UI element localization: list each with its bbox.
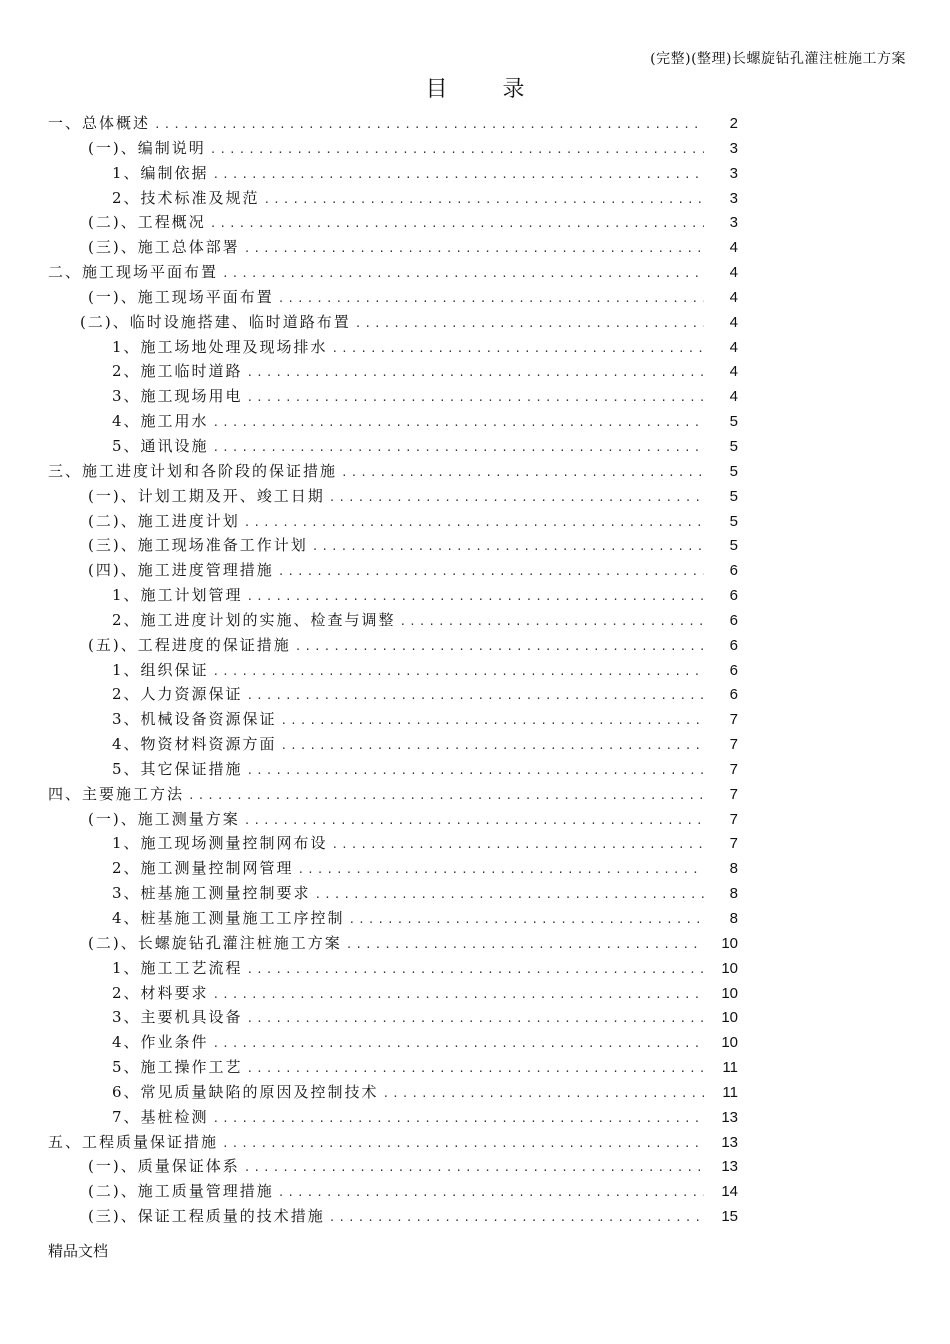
toc-leader-dots <box>244 814 704 827</box>
toc-entry-title: (四)、施工进度管理措施 <box>88 561 274 580</box>
toc-leader-dots <box>247 689 704 702</box>
toc-entry[interactable] <box>48 733 738 758</box>
toc-entry[interactable] <box>48 907 738 932</box>
toc-leader-dots <box>247 366 704 379</box>
toc-entry[interactable] <box>48 659 738 684</box>
toc-entry-title: 7、基桩检测 <box>112 1107 209 1126</box>
toc-entry[interactable] <box>48 236 738 261</box>
toc-entry-page: 6 <box>729 562 738 580</box>
toc-entry[interactable] <box>48 410 738 435</box>
toc-entry-page: 10 <box>721 984 738 1002</box>
toc-entry-page: 5 <box>729 537 738 555</box>
toc-entry[interactable] <box>48 112 738 137</box>
toc-entry-title: 1、施工计划管理 <box>112 586 243 605</box>
toc-entry-page: 5 <box>729 487 738 505</box>
toc-entry-title: 1、编制依据 <box>112 163 209 182</box>
toc-entry[interactable] <box>48 336 738 361</box>
toc-leader-dots <box>244 516 704 529</box>
toc-entry-title: (二)、长螺旋钻孔灌注桩施工方案 <box>88 933 342 952</box>
toc-entry-page: 5 <box>729 512 738 530</box>
toc-entry[interactable] <box>48 137 738 162</box>
toc-entry[interactable] <box>48 857 738 882</box>
toc-entry-title: 2、人力资源保证 <box>112 685 243 704</box>
toc-entry-title: (二)、施工进度计划 <box>88 511 240 530</box>
toc-leader-dots <box>329 1211 704 1224</box>
toc-entry-page: 10 <box>721 934 738 952</box>
toc-entry-page: 6 <box>729 587 738 605</box>
toc-entry-title: 3、桩基施工测量控制要求 <box>112 884 311 903</box>
toc-entry[interactable] <box>48 162 738 187</box>
toc-entry[interactable] <box>48 510 738 535</box>
toc-entry-page: 8 <box>729 860 738 878</box>
toc-entry[interactable] <box>48 211 738 236</box>
toc-entry-title: 2、施工进度计划的实施、检查与调整 <box>112 610 396 629</box>
toc-entry[interactable] <box>48 385 738 410</box>
toc-entry-page: 8 <box>729 885 738 903</box>
toc-entry-page: 4 <box>729 313 738 331</box>
toc-entry-title: 2、技术标准及规范 <box>112 188 260 207</box>
toc-entry-page: 6 <box>729 686 738 704</box>
toc-entry-page: 3 <box>729 189 738 207</box>
toc-entry-title: 4、作业条件 <box>112 1033 209 1052</box>
toc-entry-title: 6、常见质量缺陷的原因及控制技术 <box>112 1082 379 1101</box>
page-title: 目 录 <box>425 77 549 102</box>
toc-leader-dots <box>188 789 704 802</box>
toc-leader-dots <box>222 1137 704 1150</box>
toc-leader-dots <box>341 466 704 479</box>
toc-entry[interactable] <box>48 1155 738 1180</box>
toc-leader-dots <box>210 217 704 230</box>
toc-entry-title: 1、组织保证 <box>112 660 209 679</box>
toc-entry-page: 5 <box>729 413 738 431</box>
toc-leader-dots <box>278 565 704 578</box>
toc-entry-title: 1、施工工艺流程 <box>112 958 243 977</box>
toc-entry[interactable] <box>48 758 738 783</box>
toc-leader-dots <box>349 913 704 926</box>
toc-entry-page: 13 <box>721 1133 738 1151</box>
toc-entry-title: (五)、工程进度的保证措施 <box>88 635 291 654</box>
toc-entry-title: 3、主要机具设备 <box>112 1008 243 1027</box>
toc-leader-dots <box>264 193 704 206</box>
toc-leader-dots <box>247 1012 704 1025</box>
toc-leader-dots <box>213 168 704 181</box>
toc-entry-page: 3 <box>729 139 738 157</box>
toc-entry-title: 3、机械设备资源保证 <box>112 710 277 729</box>
toc-entry[interactable] <box>48 584 738 609</box>
toc-leader-dots <box>213 1037 704 1050</box>
toc-entry-page: 4 <box>729 388 738 406</box>
toc-entry-page: 11 <box>722 1083 738 1101</box>
toc-entry-title: 3、施工现场用电 <box>112 387 243 406</box>
toc-entry-page: 13 <box>721 1158 738 1176</box>
toc-entry[interactable] <box>48 808 738 833</box>
toc-entry-title: (一)、施工现场平面布置 <box>88 287 274 306</box>
toc-entry-page: 6 <box>729 636 738 654</box>
toc-leader-dots <box>346 938 704 951</box>
toc-entry[interactable] <box>48 1205 738 1230</box>
toc-entry-page: 10 <box>721 1009 738 1027</box>
toc-entry-title: (一)、计划工期及开、竣工日期 <box>88 486 325 505</box>
toc-entry[interactable] <box>48 311 738 336</box>
toc-leader-dots <box>329 491 704 504</box>
toc-leader-dots <box>298 863 704 876</box>
toc-entry-page: 15 <box>721 1208 738 1226</box>
toc-entry[interactable] <box>48 559 738 584</box>
toc-leader-dots <box>278 292 704 305</box>
toc-entry-page: 5 <box>729 437 738 455</box>
toc-entry[interactable] <box>48 460 738 485</box>
toc-entry-page: 3 <box>729 164 738 182</box>
toc-entry-page: 4 <box>729 363 738 381</box>
toc-entry-page: 10 <box>721 1034 738 1052</box>
toc-leader-dots <box>244 242 704 255</box>
toc-entry-title: 一、总体概述 <box>48 114 151 132</box>
toc-leader-dots <box>213 988 704 1001</box>
toc-entry-title: (一)、编制说明 <box>88 138 206 157</box>
toc-entry[interactable] <box>48 1131 738 1156</box>
toc-leader-dots <box>210 143 704 156</box>
toc-entry-title: (二)、临时设施搭建、临时道路布置 <box>80 312 351 331</box>
toc-leader-dots <box>247 391 704 404</box>
toc-entry-title: 三、施工进度计划和各阶段的保证措施 <box>48 461 338 480</box>
toc-leader-dots <box>247 963 704 976</box>
toc-entry-page: 4 <box>729 239 738 257</box>
toc-entry-page: 7 <box>729 736 738 754</box>
toc-leader-dots <box>315 888 704 901</box>
toc-entry-page: 4 <box>729 264 738 282</box>
toc-entry[interactable] <box>48 1106 738 1131</box>
toc-leader-dots <box>400 615 704 628</box>
toc-leader-dots <box>281 714 704 727</box>
toc-leader-dots <box>355 317 704 330</box>
toc-entry[interactable] <box>48 1180 738 1205</box>
toc-entry-title: 5、通讯设施 <box>112 436 209 455</box>
toc-entry-title: 5、其它保证措施 <box>112 759 243 778</box>
toc-entry-page: 4 <box>729 288 738 306</box>
toc-entry-title: (一)、质量保证体系 <box>88 1157 240 1176</box>
toc-leader-dots <box>213 1112 704 1125</box>
table-of-contents <box>48 112 738 1230</box>
toc-entry-page: 7 <box>729 711 738 729</box>
toc-entry-title: 1、施工场地处理及现场排水 <box>112 337 328 356</box>
toc-leader-dots <box>312 540 704 553</box>
toc-leader-dots <box>213 416 704 429</box>
toc-leader-dots <box>244 1161 704 1174</box>
toc-entry-page: 2 <box>729 115 738 132</box>
toc-entry-page: 6 <box>729 661 738 679</box>
toc-leader-dots <box>222 267 704 280</box>
toc-entry-page: 13 <box>721 1108 738 1126</box>
toc-entry-title: 4、桩基施工测量施工工序控制 <box>112 909 345 927</box>
toc-entry-title: 4、施工用水 <box>112 412 209 431</box>
toc-entry[interactable] <box>48 534 738 559</box>
toc-leader-dots <box>383 1087 704 1100</box>
toc-entry[interactable] <box>48 1056 738 1081</box>
toc-entry[interactable] <box>48 708 738 733</box>
toc-leader-dots <box>295 640 704 653</box>
toc-entry-title: 2、材料要求 <box>112 983 209 1002</box>
toc-entry[interactable] <box>48 957 738 982</box>
toc-entry-title: 2、施工临时道路 <box>112 362 243 381</box>
toc-leader-dots <box>281 739 704 752</box>
toc-entry-page: 5 <box>729 462 738 480</box>
toc-entry-page: 4 <box>729 338 738 356</box>
toc-entry-title: 二、施工现场平面布置 <box>48 263 219 282</box>
toc-entry-title: 1、施工现场测量控制网布设 <box>112 834 328 853</box>
toc-entry[interactable] <box>48 360 738 385</box>
toc-entry-page: 11 <box>722 1059 738 1077</box>
toc-entry-title: 2、施工测量控制网管理 <box>112 859 294 878</box>
toc-entry[interactable] <box>48 1081 738 1106</box>
toc-entry-page: 3 <box>729 214 738 232</box>
toc-leader-dots <box>332 838 704 851</box>
toc-leader-dots <box>247 590 704 603</box>
toc-entry[interactable] <box>48 1031 738 1056</box>
toc-entry-title: (二)、工程概况 <box>88 213 206 232</box>
toc-leader-dots <box>213 665 704 678</box>
toc-entry-title: 四、主要施工方法 <box>48 784 185 803</box>
toc-leader-dots <box>247 1062 704 1075</box>
toc-entry-page: 7 <box>729 760 738 778</box>
toc-leader-dots <box>154 118 704 131</box>
toc-entry[interactable] <box>48 609 738 634</box>
toc-leader-dots <box>213 441 704 454</box>
toc-entry[interactable] <box>48 1006 738 1031</box>
toc-entry[interactable] <box>48 932 738 957</box>
toc-entry[interactable] <box>48 187 738 212</box>
toc-entry[interactable] <box>48 261 738 286</box>
toc-entry[interactable] <box>48 832 738 857</box>
toc-entry[interactable] <box>48 683 738 708</box>
toc-entry-page: 14 <box>721 1183 738 1201</box>
toc-entry-page: 6 <box>729 611 738 629</box>
toc-entry-title: (三)、保证工程质量的技术措施 <box>88 1207 325 1226</box>
toc-entry-title: 5、施工操作工艺 <box>112 1058 243 1077</box>
toc-entry[interactable] <box>48 485 738 510</box>
toc-entry[interactable] <box>48 286 738 311</box>
page-footer: 精品文档 <box>48 1242 109 1260</box>
toc-leader-dots <box>278 1186 704 1199</box>
toc-entry-title: 五、工程质量保证措施 <box>48 1132 219 1151</box>
toc-entry[interactable] <box>48 634 738 659</box>
toc-entry-page: 8 <box>729 910 738 927</box>
toc-leader-dots <box>247 764 704 777</box>
toc-entry-page: 10 <box>721 959 738 977</box>
toc-entry-title: (二)、施工质量管理措施 <box>88 1182 274 1201</box>
toc-entry[interactable] <box>48 882 738 907</box>
toc-entry-page: 7 <box>729 835 738 853</box>
toc-entry[interactable] <box>48 435 738 460</box>
toc-entry[interactable] <box>48 783 738 808</box>
toc-leader-dots <box>332 342 704 355</box>
page-header: (完整)(整理)长螺旋钻孔灌注桩施工方案 <box>650 51 906 67</box>
toc-entry-page: 7 <box>729 785 738 803</box>
toc-entry-title: (一)、施工测量方案 <box>88 809 240 828</box>
toc-entry[interactable] <box>48 982 738 1007</box>
toc-entry-title: (三)、施工现场准备工作计划 <box>88 536 308 555</box>
toc-entry-page: 7 <box>729 810 738 828</box>
toc-entry-title: 4、物资材料资源方面 <box>112 735 277 754</box>
toc-entry-title: (三)、施工总体部署 <box>88 238 240 257</box>
